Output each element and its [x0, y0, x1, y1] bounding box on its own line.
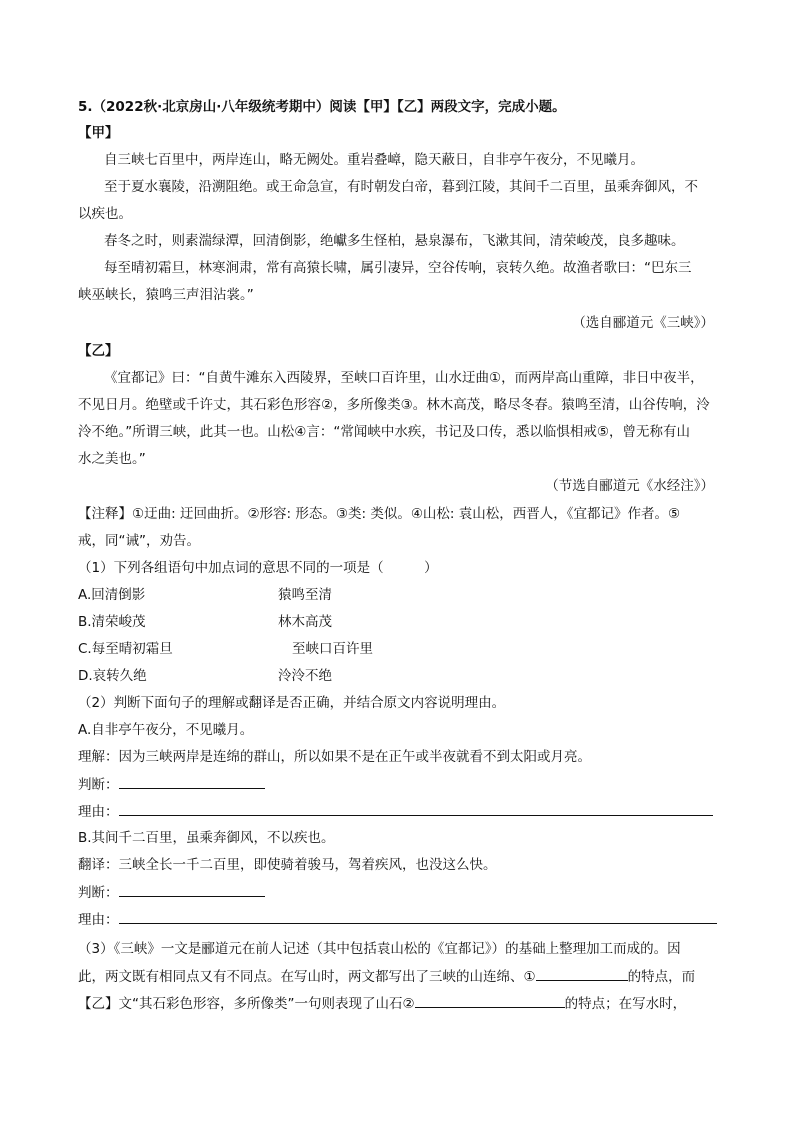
yi-line-2: 不见日月。绝壁或千许丈，其石彩色形容②，多所像类③。林木高茂，略尽冬春。猿鸣至清，山谷传响，泠 [78, 397, 710, 413]
q2-b-judge [78, 882, 718, 903]
jia-paragraph-2-cont: 以疾也。 [78, 206, 132, 222]
reason-label: 理由： [78, 912, 119, 928]
yi-label: 【乙】 [78, 343, 119, 359]
q2-b-reason [78, 909, 718, 930]
option-b-left: B.清荣峻茂 [78, 614, 146, 630]
jia-paragraph-2: 至于夏水襄陵，沿溯阻绝。或王命急宣，有时朝发白帝，暮到江陵，其间千二百里，虽乘奔御风，不 [104, 179, 698, 195]
option-d-right: 泠泠不绝 [278, 668, 332, 684]
q3-line-3-text: 【乙】文“其石彩色形容，多所像类”一句则表现了山石② [78, 996, 415, 1012]
q1-prompt: （1）下列各组语句中加点词的意思不同的一项是（ ） [78, 560, 438, 576]
q2-a-explain: 理解：因为三峡两岸是连绵的群山，所以如果不是在正午或半夜就看不到太阳或月亮。 [78, 749, 591, 765]
option-c-left: C.每至晴初霜旦 [78, 641, 173, 657]
option-b-right: 林木高茂 [278, 614, 332, 630]
option-c-right: 至峡口百许里 [292, 641, 373, 657]
q1-option-a [78, 585, 718, 605]
reason-answer-blank-a[interactable] [119, 801, 713, 816]
yi-source: （节选自郦道元《水经注》） [545, 478, 714, 494]
jia-paragraph-3: 春冬之时，则素湍绿潭，回清倒影，绝巘多生怪柏，悬泉瀑布，飞漱其间，清荣峻茂，良多趣味。 [104, 233, 685, 249]
q2-a-judge [78, 774, 718, 795]
q3-line-1: （3）《三峡》一文是郦道元在前人记述（其中包括袁山松的《宜都记》）的基础上整理加工而成的。因 [78, 941, 681, 957]
judge-label: 判断： [78, 777, 119, 793]
notes-line-1: 【注释】①迂曲: 迂回曲折。②形容: 形态。③类: 类似。④山松: 袁山松，西晋人，《宜都记》作者。⑤ [78, 506, 681, 522]
reason-label: 理由： [78, 804, 119, 820]
judge-label: 判断： [78, 885, 119, 901]
q1-option-b [78, 612, 718, 632]
q2-a-sentence: A.自非亭午夜分，不见曦月。 [78, 722, 254, 738]
option-a-left: A.回清倒影 [78, 587, 146, 603]
question-header: 5.（2022秋·北京房山·八年级统考期中）阅读【甲】【乙】两段文字，完成小题。 [78, 99, 566, 115]
q2-b-translate: 翻译：三峡全长一千二百里，即使骑着骏马，驾着疾风，也没这么快。 [78, 857, 497, 873]
jia-label: 【甲】 [78, 125, 119, 141]
q1-option-c [78, 639, 718, 659]
jia-paragraph-4-cont: 峡巫峡长，猿鸣三声泪沾裳。” [78, 287, 254, 303]
q3-line-2-tail: 的特点，而 [627, 969, 696, 985]
q3-blank-1[interactable] [536, 966, 628, 981]
option-a-right: 猿鸣至清 [278, 587, 332, 603]
yi-line-1: 《宜都记》曰：“自黄牛滩东入西陵界，至峡口百许里，山水迂曲①，而两岸高山重障，非日中夜半， [104, 370, 704, 386]
jia-source: （选自郦道元《三峡》） [572, 315, 714, 331]
q3-line-2 [78, 966, 718, 987]
notes-line-2: 戒，同“诫”，劝告。 [78, 533, 200, 549]
q3-line-3 [78, 993, 718, 1014]
q3-blank-2[interactable] [415, 993, 565, 1008]
q1-option-d [78, 666, 718, 686]
judge-answer-blank-b[interactable] [119, 882, 265, 897]
q2-prompt: （2）判断下面句子的理解或翻译是否正确，并结合原文内容说明理由。 [78, 695, 506, 711]
yi-line-4: 水之美也。” [78, 451, 146, 467]
option-d-left: D.哀转久绝 [78, 668, 147, 684]
reason-answer-blank-b[interactable] [119, 909, 717, 924]
jia-paragraph-4: 每至晴初霜旦，林寒涧肃，常有高猿长啸，属引凄异，空谷传响，哀转久绝。故渔者歌曰：“巴东三 [104, 260, 692, 276]
q2-b-sentence: B.其间千二百里，虽乘奔御风，不以疾也。 [78, 830, 335, 846]
yi-line-3: 泠不绝。”所谓三峡，此其一也。山松④言：“常闻峡中水疾，书记及口传，悉以临惧相戒⑤，曾无称有山 [78, 424, 690, 440]
q2-a-reason [78, 801, 718, 822]
judge-answer-blank-a[interactable] [119, 774, 265, 789]
jia-paragraph-1: 自三峡七百里中，两岸连山，略无阙处。重岩叠嶂，隐天蔽日，自非亭午夜分，不见曦月。 [104, 152, 644, 168]
q3-line-2-text: 此，两文既有相同点又有不同点。在写山时，两文都写出了三峡的山连绵、① [78, 969, 536, 985]
q3-line-3-tail: 的特点；在写水时， [564, 996, 687, 1012]
